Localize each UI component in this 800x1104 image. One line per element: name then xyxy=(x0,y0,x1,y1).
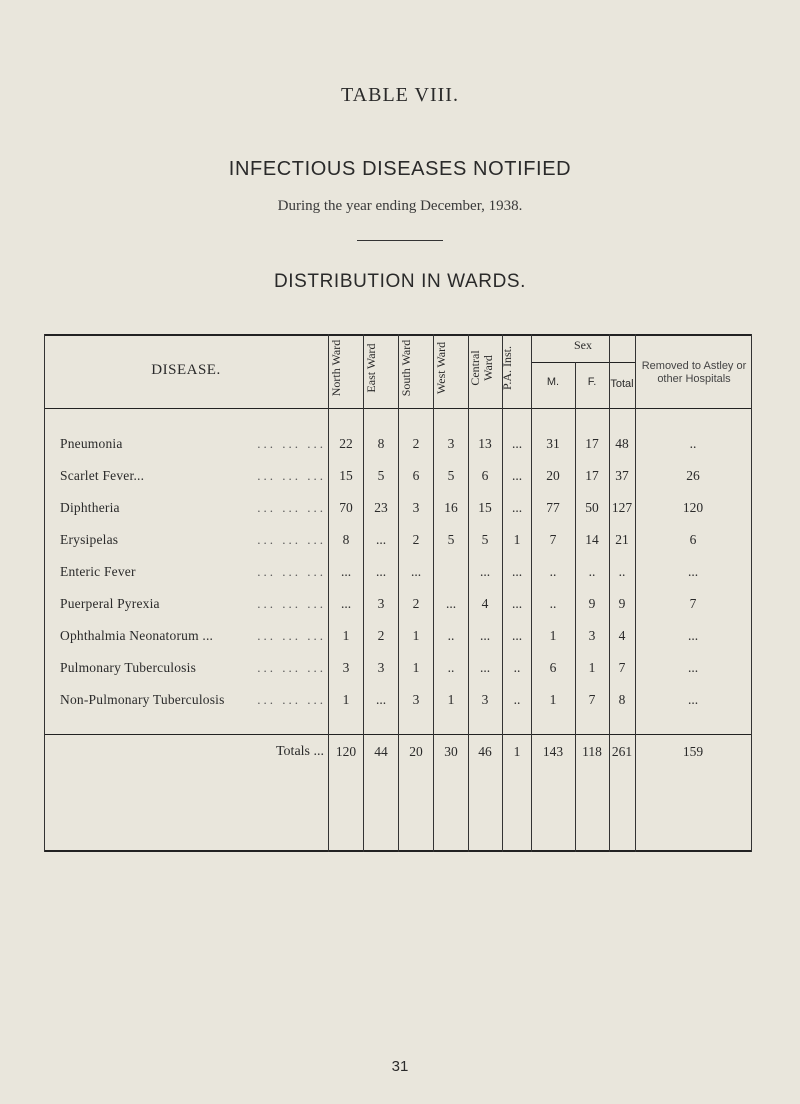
table-cell: 17 xyxy=(585,468,599,483)
col-rule xyxy=(502,334,503,852)
leader-dots: ... ... ... xyxy=(257,628,326,643)
leader-dots: ... ... ... xyxy=(257,660,326,675)
table-cell: ... xyxy=(479,564,491,579)
table-cell: ... xyxy=(511,564,523,579)
table-cell: ... xyxy=(511,628,523,643)
table-cell: ... xyxy=(479,660,491,675)
header-female: F. xyxy=(587,376,597,388)
table-cell: 3 xyxy=(342,660,350,675)
leader-dots: ... ... ... xyxy=(257,596,326,611)
table-cell: 13 xyxy=(478,436,492,451)
totals-cell: 44 xyxy=(374,744,388,759)
table-cell: ... xyxy=(687,628,699,643)
header-central-ward: Central Ward xyxy=(468,350,495,386)
table-cell: 31 xyxy=(546,436,560,451)
totals-cell: 46 xyxy=(478,744,492,759)
table-cell: 1 xyxy=(549,692,557,707)
table-cell: 17 xyxy=(585,436,599,451)
table-cell: 3 xyxy=(447,436,455,451)
table-cell: 9 xyxy=(588,596,596,611)
table-cell: .. xyxy=(447,628,455,643)
table-cell: 1 xyxy=(549,628,557,643)
table-cell: 6 xyxy=(549,660,557,675)
table-cell: 3 xyxy=(377,660,385,675)
leader-dots: ... ... ... xyxy=(257,436,326,451)
table-title: TABLE VIII. xyxy=(341,84,459,106)
table-cell: 1 xyxy=(412,660,420,675)
table-cell: 15 xyxy=(339,468,353,483)
table-cell: 3 xyxy=(588,628,596,643)
totals-cell: 1 xyxy=(513,744,521,759)
table-cell: ... xyxy=(375,532,387,547)
leader-dots: ... ... ... xyxy=(257,532,326,547)
table-cell: .. xyxy=(588,564,596,579)
table-cell: .. xyxy=(513,660,521,675)
table-cell: 4 xyxy=(481,596,489,611)
table-right-rule xyxy=(751,334,752,852)
col-rule xyxy=(433,334,434,852)
header-pa-inst: P.A. Inst. xyxy=(500,346,514,391)
disease-label: Diphtheria xyxy=(60,500,120,515)
col-rule xyxy=(328,334,329,852)
col-rule xyxy=(468,334,469,852)
table-cell: 2 xyxy=(412,596,420,611)
table-cell: .. xyxy=(447,660,455,675)
disease-label: Pulmonary Tuberculosis xyxy=(60,660,197,675)
table-cell: 15 xyxy=(478,500,492,515)
table-cell: ... xyxy=(340,564,352,579)
table-cell: 5 xyxy=(447,468,455,483)
table-left-rule xyxy=(44,334,45,852)
disease-label: Scarlet Fever... xyxy=(60,468,145,483)
header-disease: DISEASE. xyxy=(151,362,221,378)
table-cell: 1 xyxy=(513,532,521,547)
totals-cell: 261 xyxy=(611,744,633,759)
col-rule xyxy=(531,334,532,852)
disease-label: Enteric Fever xyxy=(60,564,136,579)
table-cell: ... xyxy=(410,564,422,579)
table-cell: 127 xyxy=(611,500,633,515)
table-cell: 3 xyxy=(412,692,420,707)
table-cell: ... xyxy=(687,564,699,579)
table-cell: 7 xyxy=(618,660,626,675)
table-cell: 7 xyxy=(588,692,596,707)
table-cell: 70 xyxy=(339,500,353,515)
leader-dots: ... ... ... xyxy=(257,500,326,515)
totals-cell: 159 xyxy=(682,744,704,759)
table-cell: 20 xyxy=(546,468,560,483)
header-west-ward: West Ward xyxy=(434,341,448,395)
table-cell: 14 xyxy=(585,532,599,547)
table-cell: 6 xyxy=(412,468,420,483)
table-cell: 22 xyxy=(339,436,353,451)
totals-cell: 120 xyxy=(335,744,357,759)
table-cell: 120 xyxy=(682,500,704,515)
disease-label: Non-Pulmonary Tuberculosis xyxy=(60,692,225,707)
table-cell: 6 xyxy=(481,468,489,483)
disease-label: Pneumonia xyxy=(60,436,123,451)
table-cell: 2 xyxy=(412,436,420,451)
table-cell: ... xyxy=(511,468,523,483)
leader-dots: ... ... ... xyxy=(257,564,326,579)
totals-cell: 30 xyxy=(444,744,458,759)
table-cell: 8 xyxy=(342,532,350,547)
table-cell: ... xyxy=(479,628,491,643)
table-cell: ... xyxy=(340,596,352,611)
col-rule xyxy=(398,334,399,852)
table-cell: ... xyxy=(375,564,387,579)
header-south-ward: South Ward xyxy=(399,339,413,397)
table-cell: 3 xyxy=(412,500,420,515)
table-cell: 1 xyxy=(342,692,350,707)
table-cell: 5 xyxy=(447,532,455,547)
table-cell: .. xyxy=(618,564,626,579)
table-cell: ... xyxy=(511,500,523,515)
table-cell: 9 xyxy=(618,596,626,611)
table-cell: 48 xyxy=(615,436,629,451)
table-cell: ... xyxy=(511,436,523,451)
totals-cell: 20 xyxy=(409,744,423,759)
disease-label: Puerperal Pyrexia xyxy=(60,596,160,611)
table-cell: 23 xyxy=(374,500,388,515)
divider-rule xyxy=(357,240,443,241)
table-cell: 5 xyxy=(481,532,489,547)
table-cell: 5 xyxy=(377,468,385,483)
disease-label: Ophthalmia Neonatorum ... xyxy=(60,628,214,643)
header-male: M. xyxy=(546,376,560,388)
table-cell: 2 xyxy=(377,628,385,643)
table-cell: ... xyxy=(687,660,699,675)
col-rule xyxy=(363,334,364,852)
totals-cell: 143 xyxy=(542,744,564,759)
table-cell: 1 xyxy=(588,660,596,675)
document-heading: INFECTIOUS DISEASES NOTIFIED xyxy=(228,158,572,180)
table-cell: 16 xyxy=(444,500,458,515)
table-cell: 1 xyxy=(342,628,350,643)
table-cell: 8 xyxy=(377,436,385,451)
disease-label: Erysipelas xyxy=(60,532,119,547)
table-cell: 1 xyxy=(412,628,420,643)
table-cell: ... xyxy=(687,692,699,707)
leader-dots: ... ... ... xyxy=(257,468,326,483)
table-cell: .. xyxy=(689,436,697,451)
table-cell: 50 xyxy=(585,500,599,515)
header-removed: Removed to Astley or other Hospitals xyxy=(641,360,747,385)
table-cell: .. xyxy=(549,564,557,579)
table-cell: 3 xyxy=(377,596,385,611)
distribution-heading: DISTRIBUTION IN WARDS. xyxy=(273,271,527,292)
table-cell: 4 xyxy=(618,628,626,643)
table-cell: 1 xyxy=(447,692,455,707)
header-north-ward: North Ward xyxy=(329,339,343,397)
table-cell: 37 xyxy=(615,468,629,483)
table-cell: 7 xyxy=(689,596,697,611)
table-cell: 7 xyxy=(549,532,557,547)
leader-dots: ... ... ... xyxy=(257,692,326,707)
table-cell: .. xyxy=(513,692,521,707)
table-cell: 2 xyxy=(412,532,420,547)
col-rule xyxy=(609,334,610,852)
page-number: 31 xyxy=(391,1058,409,1075)
wards-table xyxy=(44,334,752,852)
table-cell: .. xyxy=(549,596,557,611)
table-cell: ... xyxy=(511,596,523,611)
table-cell: 6 xyxy=(689,532,697,547)
table-cell: ... xyxy=(375,692,387,707)
header-east-ward: East Ward xyxy=(364,343,378,393)
table-cell: 77 xyxy=(546,500,560,515)
sex-rule xyxy=(531,362,635,363)
table-cell: 26 xyxy=(686,468,700,483)
header-total: Total xyxy=(610,378,634,390)
subtitle: During the year ending December, 1938. xyxy=(277,198,523,214)
table-cell: 8 xyxy=(618,692,626,707)
table-cell: ... xyxy=(445,596,457,611)
table-cell: 21 xyxy=(615,532,629,547)
col-rule xyxy=(635,334,636,852)
header-sex: Sex xyxy=(574,338,592,352)
table-cell: 3 xyxy=(481,692,489,707)
totals-label: Totals ... xyxy=(275,744,324,759)
totals-cell: 118 xyxy=(582,744,602,759)
